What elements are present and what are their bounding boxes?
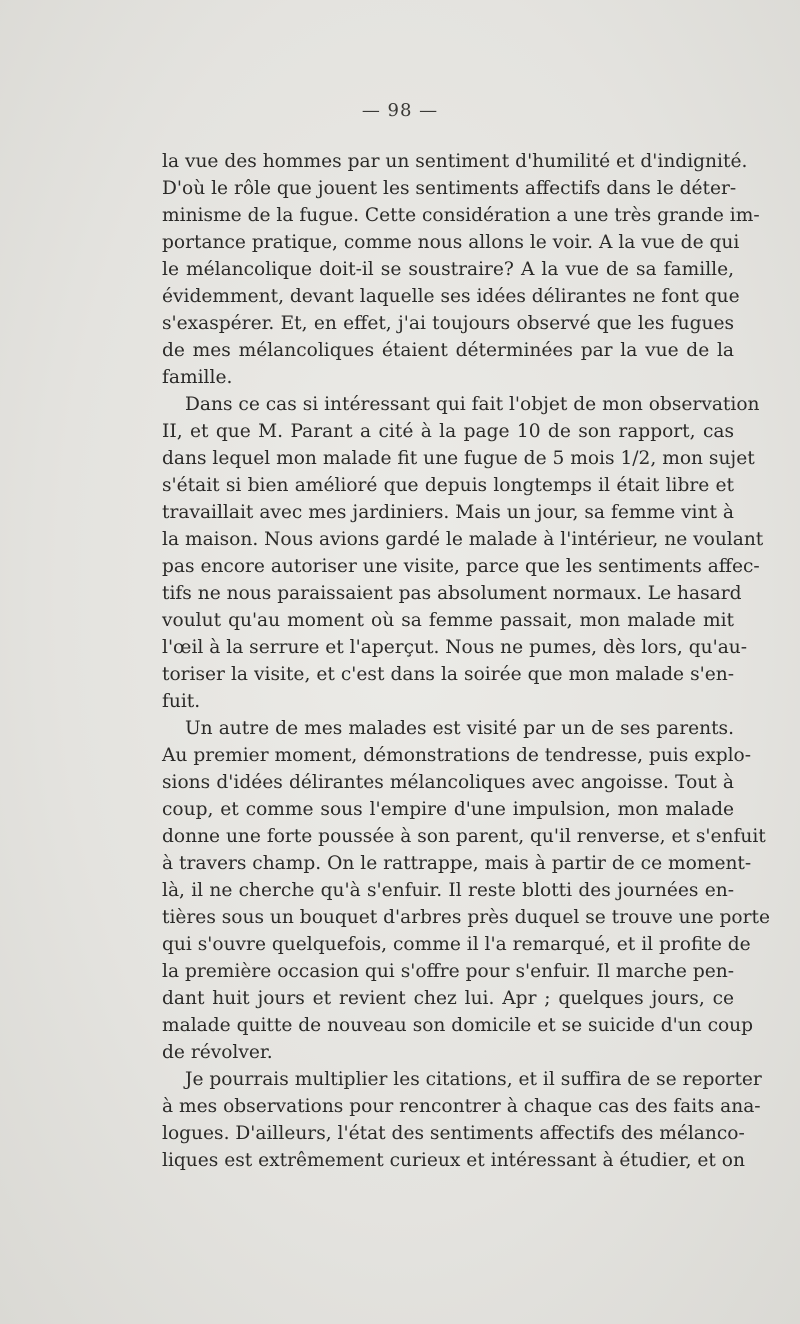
text-line: D'où le rôle que jouent les sentiments affectifs dans le déter- — [162, 178, 737, 199]
text-line: la première occasion qui s'offre pour s'enfuir. Il marche pen- — [162, 961, 734, 982]
text-line: portance pratique, comme nous allons le voir. A la vue de qui — [162, 232, 740, 253]
text-line: qui s'ouvre quelquefois, comme il l'a remarqué, et il profite de — [162, 934, 751, 955]
paragraph-first-line: Je pourrais multiplier les citations, et il suffira de se reporter — [185, 1069, 762, 1090]
text-line: de révolver. — [162, 1042, 273, 1063]
text-line: s'était si bien amélioré que depuis longtemps il était libre et — [162, 475, 734, 496]
text-line: à mes observations pour rencontrer à chaque cas des faits ana- — [162, 1096, 761, 1117]
text-line: pas encore autoriser une visite, parce que les sentiments affec- — [162, 556, 760, 577]
text-line: liques est extrêmement curieux et intéressant à étudier, et on — [162, 1150, 745, 1171]
text-line: sions d'idées délirantes mélancoliques avec angoisse. Tout à — [162, 772, 734, 793]
body-text — [162, 148, 770, 1174]
paragraph-first-line: Dans ce cas si intéressant qui fait l'objet de mon observation — [185, 394, 760, 415]
text-line: II, et que M. Parant a cité à la page 10 de son rapport, cas — [162, 421, 734, 442]
text-line: toriser la visite, et c'est dans la soirée que mon malade s'en- — [162, 664, 734, 685]
text-line: minisme de la fugue. Cette considération a une très grande im- — [162, 205, 760, 226]
paragraph-first-line: Un autre de mes malades est visité par un de ses parents. — [185, 718, 734, 739]
page-number: — 98 — — [361, 100, 439, 121]
text-line: tières sous un bouquet d'arbres près duquel se trouve une porte — [162, 907, 770, 928]
text-line: là, il ne cherche qu'à s'enfuir. Il reste blotti des journées en- — [162, 880, 734, 901]
text-line: voulut qu'au moment où sa femme passait, mon malade mit — [162, 610, 734, 631]
text-line: de mes mélancoliques étaient déterminées par la vue de la — [162, 340, 734, 361]
text-line: la maison. Nous avions gardé le malade à l'intérieur, ne voulant — [162, 529, 764, 550]
text-line: travaillait avec mes jardiniers. Mais un jour, sa femme vint à — [162, 502, 734, 523]
text-line: l'œil à la serrure et l'aperçut. Nous ne pumes, dès lors, qu'au- — [162, 637, 748, 658]
text-line: Au premier moment, démonstrations de tendresse, puis explo- — [162, 745, 752, 766]
text-line: dans lequel mon malade fit une fugue de 5 mois 1/2, mon sujet — [162, 448, 755, 469]
text-line: malade quitte de nouveau son domicile et se suicide d'un coup — [162, 1015, 754, 1036]
text-line: le mélancolique doit-il se soustraire? A la vue de sa famille, — [162, 259, 734, 280]
text-line: s'exaspérer. Et, en effet, j'ai toujours observé que les fugues — [162, 313, 734, 334]
text-line: tifs ne nous paraissaient pas absolument normaux. Le hasard — [162, 583, 742, 604]
text-line: fuit. — [162, 691, 201, 712]
text-line: évidemment, devant laquelle ses idées délirantes ne font que — [162, 286, 740, 307]
text-line: famille. — [162, 367, 233, 388]
text-line: à travers champ. On le rattrappe, mais à partir de ce moment- — [162, 853, 752, 874]
text-line: coup, et comme sous l'empire d'une impulsion, mon malade — [162, 799, 734, 820]
text-line: donne une forte poussée à son parent, qu'il renverse, et s'enfuit — [162, 826, 766, 847]
text-line: logues. D'ailleurs, l'état des sentiments affectifs des mélanco- — [162, 1123, 745, 1144]
text-line: dant huit jours et revient chez lui. Apr ; quelques jours, ce — [162, 988, 734, 1009]
text-line: la vue des hommes par un sentiment d'humilité et d'indignité. — [162, 151, 748, 172]
